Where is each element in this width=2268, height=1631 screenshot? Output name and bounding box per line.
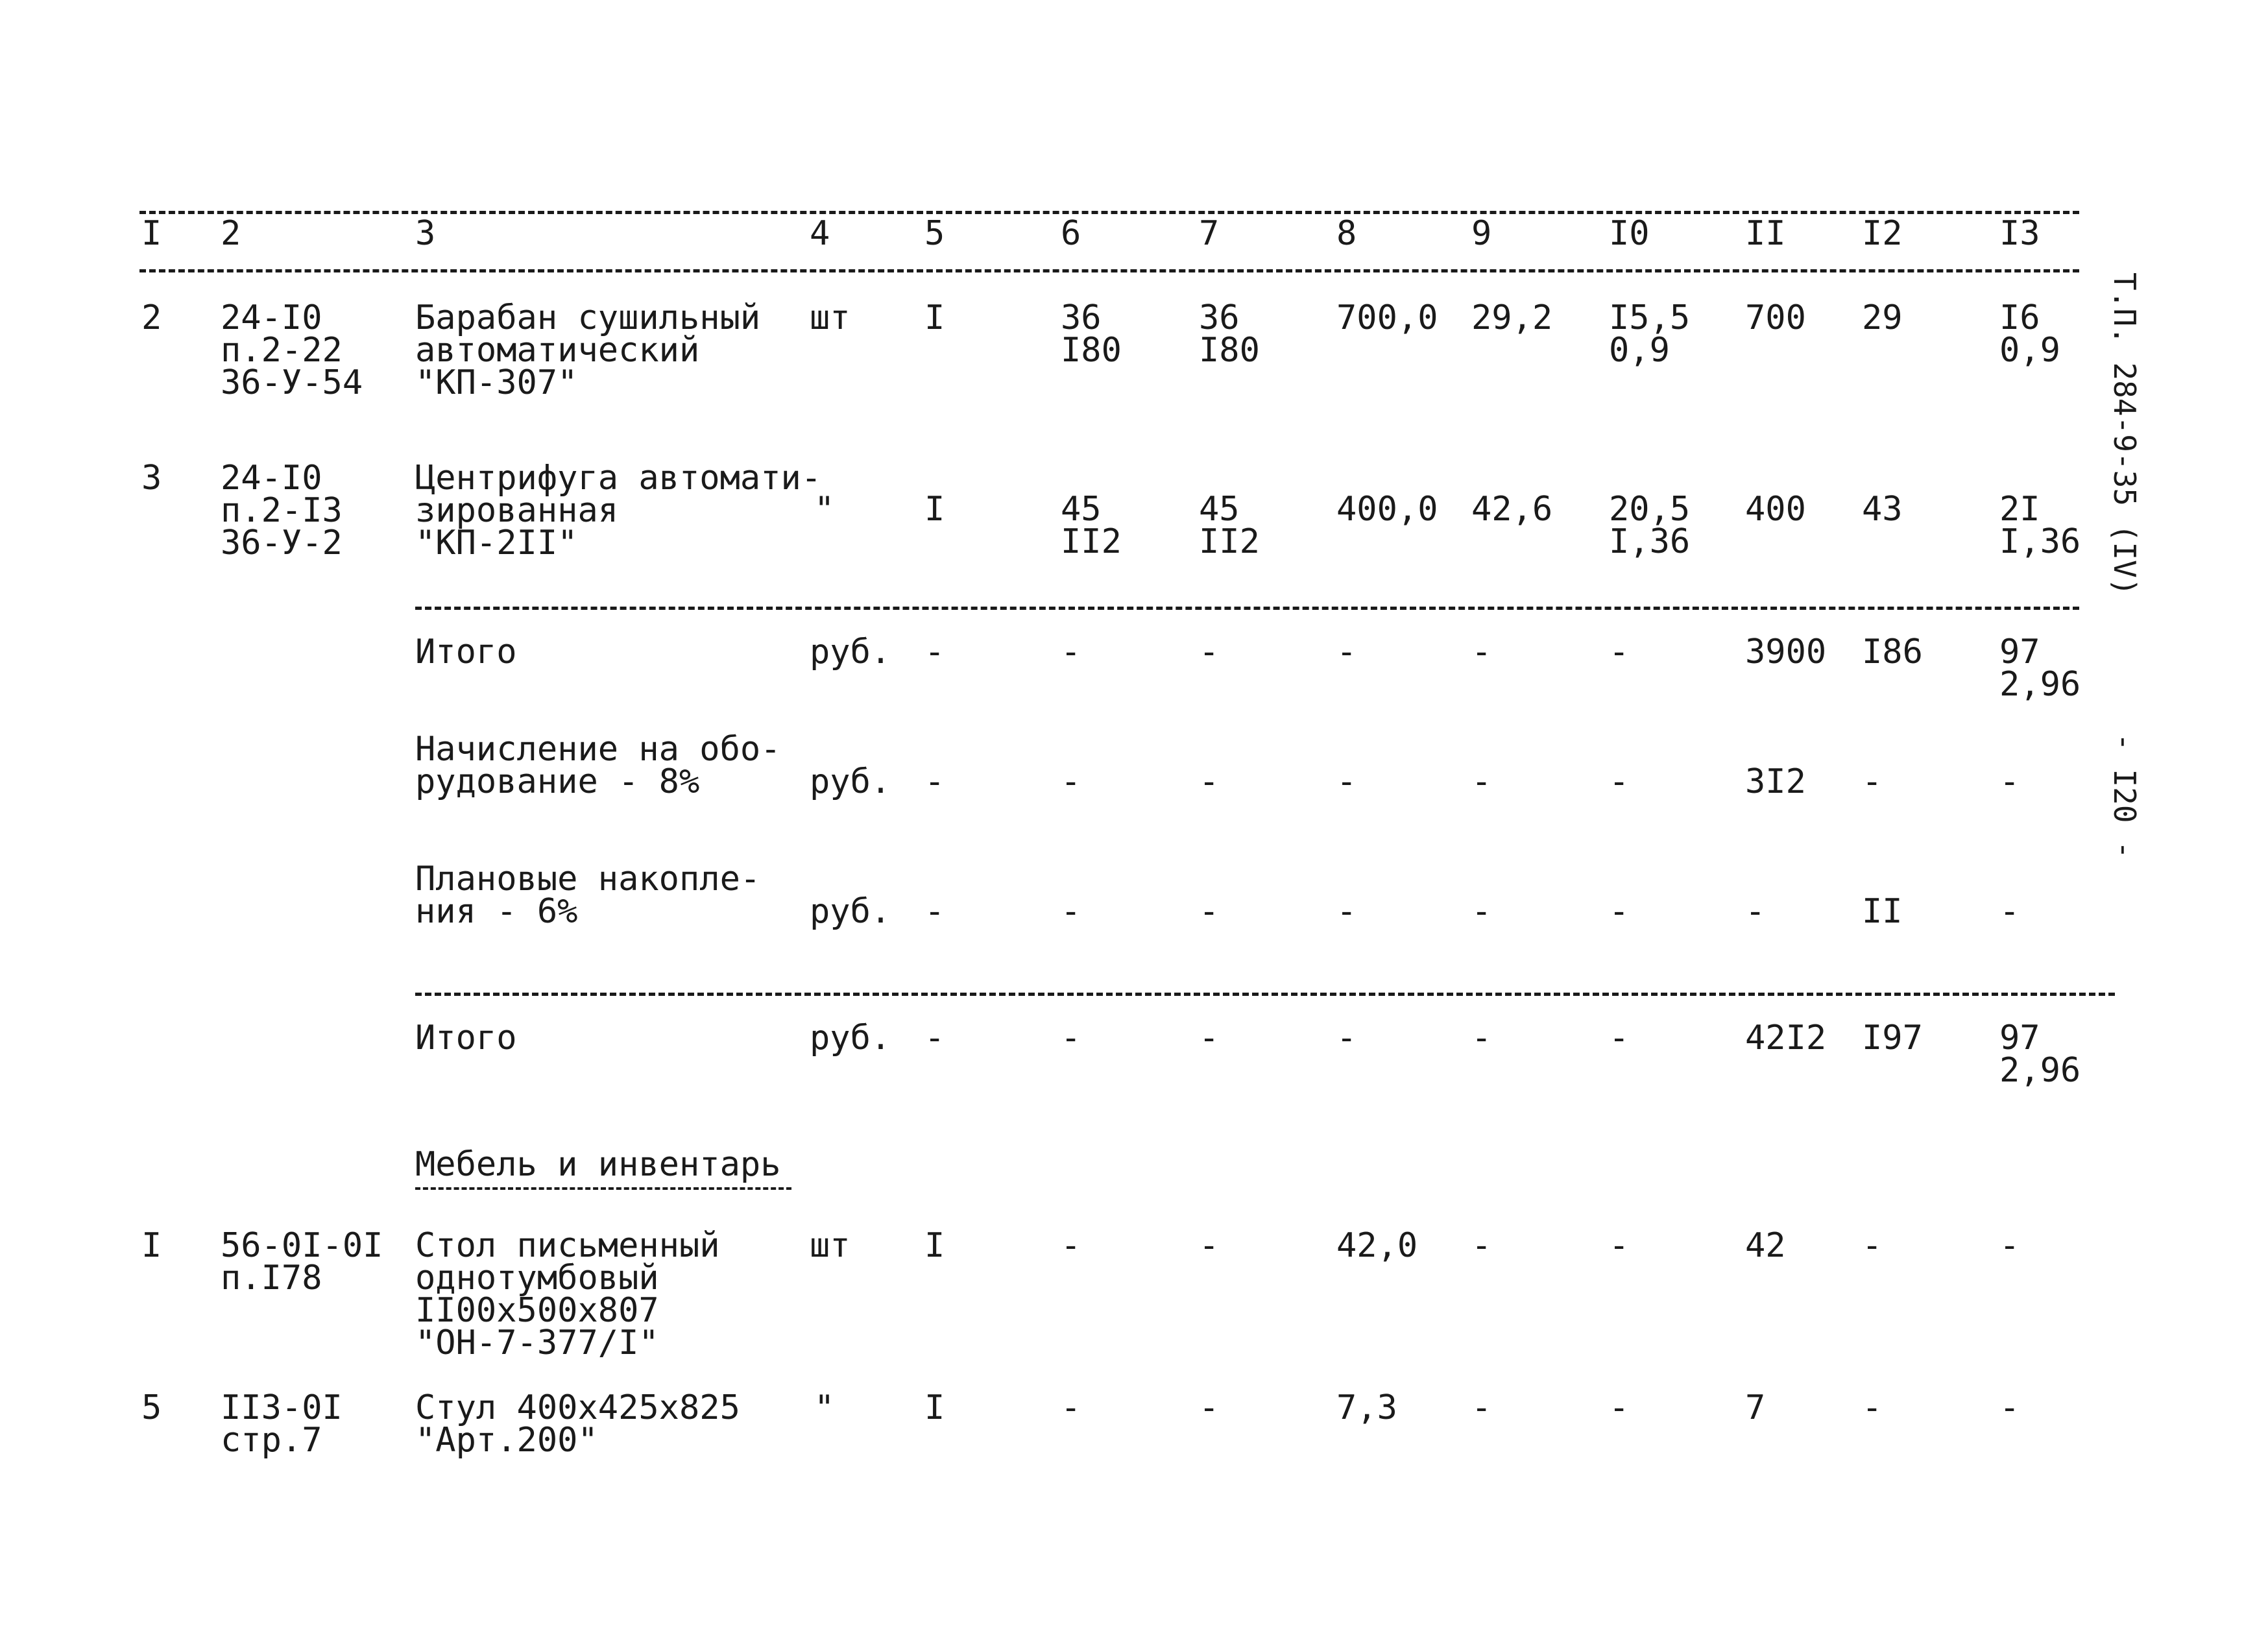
empty-cell: - [924, 633, 945, 671]
empty-cell: - [924, 762, 945, 801]
cell-13: 2I I,36 [1999, 490, 2081, 561]
total-rule [415, 993, 2115, 996]
empty-cell: - [924, 1019, 945, 1057]
cell-12: II [1862, 892, 1903, 931]
cell-11: 42I2 [1745, 1019, 1827, 1057]
summary-label: Плановые накопле- ния - 6% [415, 860, 761, 931]
cell-9: - [1471, 1388, 1492, 1427]
unit: руб. [810, 1019, 891, 1057]
catalog-ref: 24-I0 п.2-I3 36-У-2 [221, 459, 343, 562]
column-header: 7 [1199, 214, 1220, 253]
cell-13: 97 2,96 [1999, 633, 2081, 704]
page-number: - I20 - [2107, 733, 2142, 859]
section-title: Мебель и инвентарь [415, 1145, 781, 1184]
cell-10: - [1609, 1388, 1630, 1427]
cell-10: I5,5 0,9 [1609, 298, 1691, 370]
unit: " [814, 1388, 835, 1427]
unit: шт [810, 298, 850, 337]
column-header: 6 [1061, 214, 1081, 253]
cell-8: 400,0 [1336, 490, 1438, 529]
cell-7: 45 II2 [1199, 490, 1260, 561]
cell-12: - [1862, 1388, 1883, 1427]
cell-6: 36 I80 [1061, 298, 1122, 370]
cell-12: - [1862, 1226, 1883, 1265]
column-header: 9 [1471, 214, 1492, 253]
cell-13: - [1999, 1388, 2020, 1427]
cell-8: 7,3 [1336, 1388, 1397, 1427]
empty-cell: - [1609, 762, 1630, 801]
unit: руб. [810, 762, 891, 801]
empty-cell: - [924, 892, 945, 931]
catalog-ref: 24-I0 п.2-22 36-У-54 [221, 298, 363, 402]
cell-12: I97 [1862, 1019, 1923, 1057]
cell-12: 29 [1862, 298, 1903, 337]
column-header: 3 [415, 214, 436, 253]
section-title-underline [415, 1187, 791, 1190]
summary-label: Начисление на обо- рудование - 8% [415, 730, 781, 801]
column-header: I0 [1609, 214, 1650, 253]
subtotal-rule [415, 607, 2079, 610]
empty-cell: - [1199, 1019, 1220, 1057]
empty-cell: - [1336, 1019, 1357, 1057]
row-number: I [141, 1226, 162, 1265]
cell-9: 42,6 [1471, 490, 1553, 529]
cell-8: 700,0 [1336, 298, 1438, 337]
quantity: I [924, 1388, 945, 1427]
item-name: Стул 400x425x825 "Арт.200" [415, 1388, 740, 1460]
cell-9: - [1471, 1226, 1492, 1265]
unit: шт [810, 1226, 850, 1265]
empty-cell: - [1609, 633, 1630, 671]
catalog-ref: II3-0I стр.7 [221, 1388, 343, 1460]
column-header: I3 [1999, 214, 2040, 253]
cell-12: 43 [1862, 490, 1903, 529]
summary-label: Итого [415, 1019, 517, 1057]
empty-cell: - [1336, 892, 1357, 931]
empty-cell: - [1471, 1019, 1492, 1057]
quantity: I [924, 490, 945, 529]
cell-12: - [1862, 762, 1883, 801]
cell-9: 29,2 [1471, 298, 1553, 337]
empty-cell: - [1471, 762, 1492, 801]
column-header: 4 [810, 214, 830, 253]
column-header: 5 [924, 214, 945, 253]
cell-6: - [1061, 1388, 1081, 1427]
empty-cell: - [1336, 762, 1357, 801]
empty-cell: - [1609, 892, 1630, 931]
cell-11: 3I2 [1745, 762, 1806, 801]
empty-cell: - [1061, 1019, 1081, 1057]
column-header: I [141, 214, 162, 253]
cell-7: 36 I80 [1199, 298, 1260, 370]
cell-11: 3900 [1745, 633, 1827, 671]
column-header: 8 [1336, 214, 1357, 253]
unit: руб. [810, 892, 891, 931]
empty-cell: - [1336, 633, 1357, 671]
summary-label: Итого [415, 633, 517, 671]
cell-11: 7 [1745, 1388, 1766, 1427]
cell-11: 700 [1745, 298, 1806, 337]
empty-cell: - [1199, 762, 1220, 801]
empty-cell: - [1199, 633, 1220, 671]
quantity: I [924, 1226, 945, 1265]
cell-10: 20,5 I,36 [1609, 490, 1691, 561]
cell-12: I86 [1862, 633, 1923, 671]
column-header: I2 [1862, 214, 1903, 253]
empty-cell: - [1061, 762, 1081, 801]
item-name: Центрифуга автомати- зированная "КП-2II" [415, 459, 822, 562]
cell-7: - [1199, 1388, 1220, 1427]
empty-cell: - [1471, 633, 1492, 671]
cell-8: 42,0 [1336, 1226, 1418, 1265]
cell-13: 97 2,96 [1999, 1019, 2081, 1090]
cell-10: - [1609, 1226, 1630, 1265]
unit: руб. [810, 633, 891, 671]
cell-7: - [1199, 1226, 1220, 1265]
empty-cell: - [1609, 1019, 1630, 1057]
document-code: Т.П. 284-9-35 (IV) [2107, 272, 2142, 596]
cell-6: - [1061, 1226, 1081, 1265]
empty-cell: - [1061, 633, 1081, 671]
row-number: 3 [141, 459, 162, 498]
row-number: 2 [141, 298, 162, 337]
cell-11: 42 [1745, 1226, 1786, 1265]
column-header: II [1745, 214, 1786, 253]
header-bottom-rule [139, 269, 2079, 272]
cell-13: I6 0,9 [1999, 298, 2060, 370]
empty-cell: - [1061, 892, 1081, 931]
empty-cell: - [1471, 892, 1492, 931]
cell-13: - [1999, 892, 2020, 931]
cell-13: - [1999, 762, 2020, 801]
quantity: I [924, 298, 945, 337]
cell-6: 45 II2 [1061, 490, 1122, 561]
item-name: Барабан сушильный автоматический "КП-307" [415, 298, 761, 402]
cell-11: 400 [1745, 490, 1806, 529]
catalog-ref: 56-0I-0I п.I78 [221, 1226, 383, 1298]
unit: " [814, 490, 835, 529]
item-name: Стол письменный однотумбовый II00x500x807 "ОН-7-377/I" [415, 1226, 720, 1362]
cell-11: - [1745, 892, 1766, 931]
row-number: 5 [141, 1388, 162, 1427]
empty-cell: - [1199, 892, 1220, 931]
column-header: 2 [221, 214, 241, 253]
cell-13: - [1999, 1226, 2020, 1265]
